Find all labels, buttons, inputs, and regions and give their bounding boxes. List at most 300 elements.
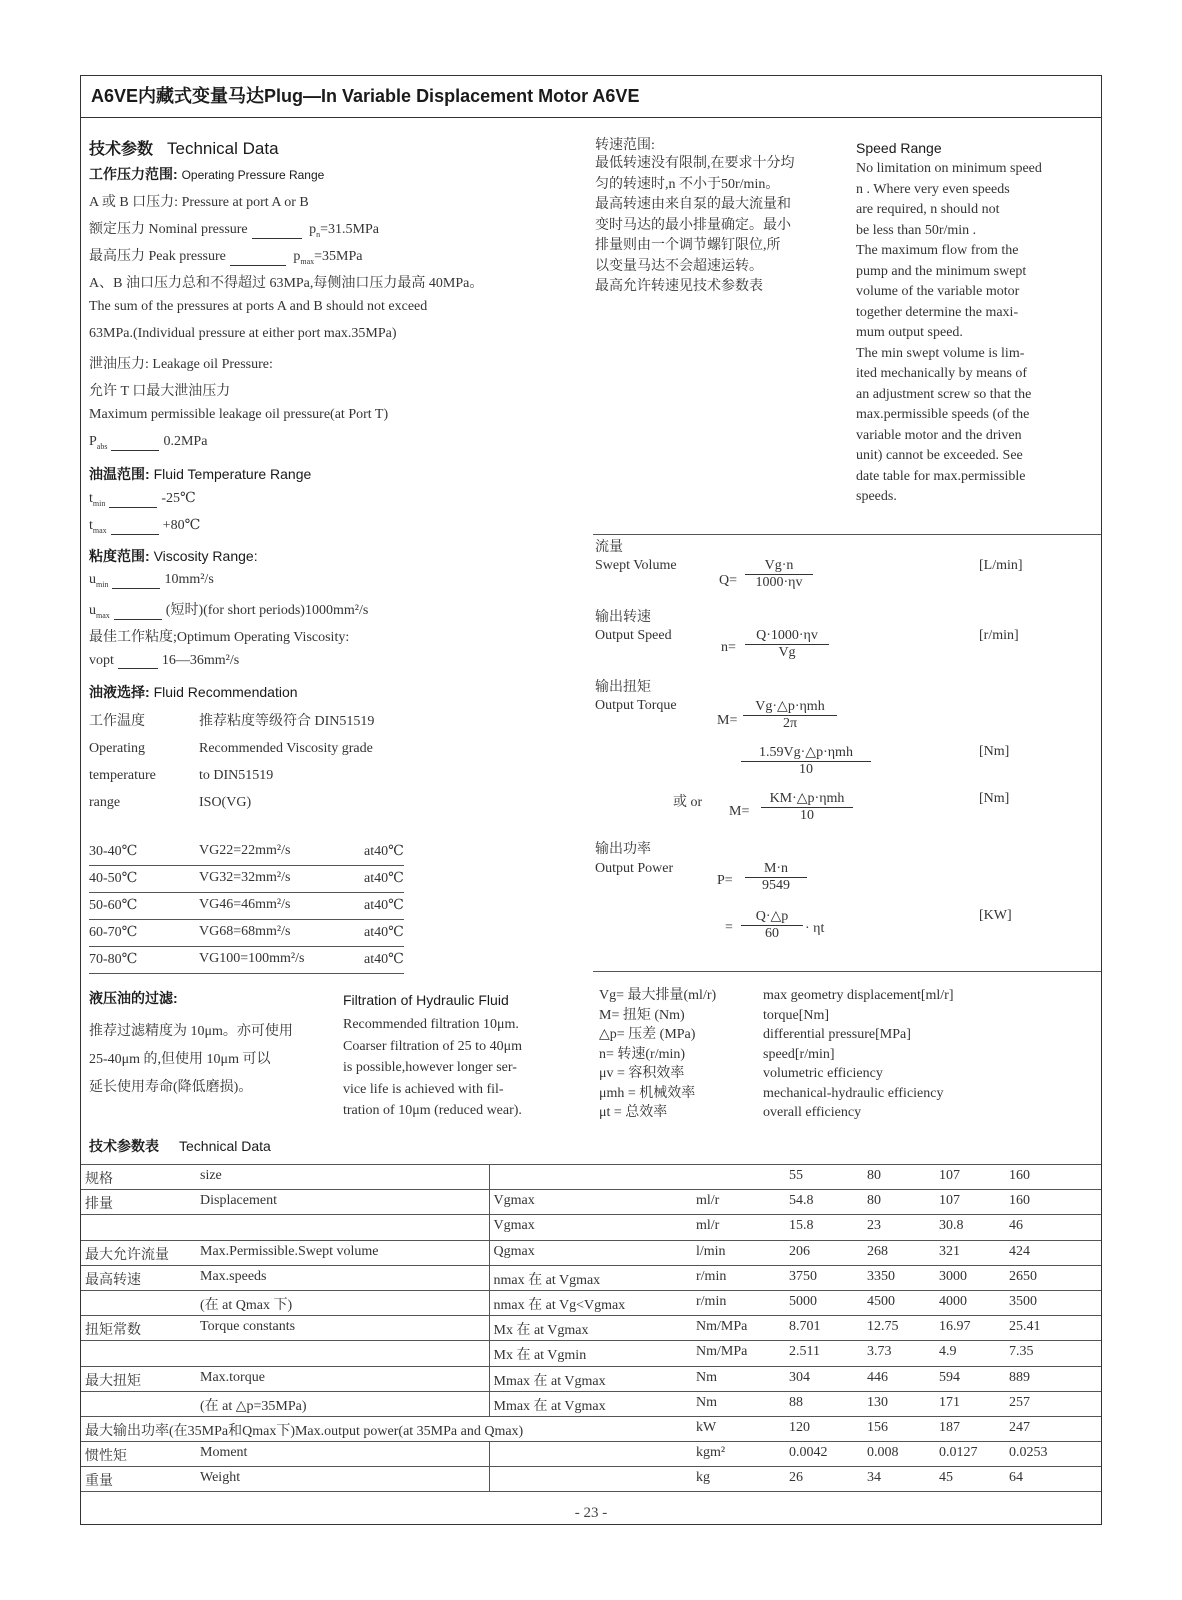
table-cell: Mmax 在 at Vgmax — [489, 1391, 692, 1416]
filtration-cn-line: 延长使用寿命(降低磨损)。 — [89, 1080, 253, 1095]
torque-denominator: 2π — [743, 715, 837, 732]
table-cell: 0.0253 — [1009, 1445, 1048, 1461]
table-cell: kW — [696, 1419, 717, 1435]
power-fraction — [745, 861, 807, 894]
table-cell: 64 — [1009, 1470, 1023, 1486]
table-cell: ml/r — [696, 1193, 720, 1209]
table-cell: 16.97 — [939, 1319, 971, 1335]
table-heading — [89, 1136, 271, 1156]
page-number: - 23 - — [574, 1505, 608, 1521]
temp-heading — [89, 464, 311, 484]
table-cell: 160 — [1009, 1193, 1030, 1209]
umax-val: (短时)(for short periods)1000mm²/s — [165, 603, 369, 618]
nominal-label: 额定压力 Nominal pressure — [89, 222, 248, 237]
leak-en: Maximum permissible leakage oil pressure(at Port T) — [89, 407, 389, 422]
umin-line — [89, 572, 214, 589]
vg-at: at40℃ — [364, 844, 404, 859]
page-frame — [80, 75, 1102, 1525]
flow-denominator: 1000·ηv — [745, 574, 813, 591]
torque2-numerator: 1.59Vg·△p·ηmh — [759, 745, 853, 760]
table-cell — [196, 1215, 489, 1240]
speed-cn-line: 变时马达的最小排量确定。最小 — [595, 217, 791, 233]
pabs-val: 0.2MPa — [163, 434, 208, 449]
speed-en-line: The min swept volume is lim- — [856, 345, 1025, 361]
table-cell: nmax 在 at Vgmax — [489, 1265, 692, 1290]
table-cell: 26 — [789, 1470, 803, 1486]
table-cell: 最大输出功率(在35MPa和Qmax下)Max.output power(at 35MPa and Qmax) — [85, 1423, 524, 1439]
op-range-cn: 工作压力范围: — [89, 166, 178, 182]
torque-lhs: M= — [717, 713, 738, 728]
table-cell: Torque constants — [200, 1319, 296, 1335]
table-cell: 3500 — [1009, 1293, 1037, 1309]
table-cell: 规格 — [85, 1172, 113, 1187]
tmax-line — [89, 517, 200, 535]
tmax-blank — [111, 534, 159, 535]
filtration-heading-cn: 液压油的过滤: — [89, 990, 178, 1006]
visc-heading-cn: 粘度范围: — [89, 548, 150, 564]
nominal-blank — [252, 238, 302, 239]
op-range-en: Operating Pressure Range — [181, 168, 325, 182]
filtration-en-line: Recommended filtration 10μm. — [343, 1017, 519, 1032]
table-cell: Mx 在 at Vgmax — [489, 1316, 692, 1341]
table-cell: Nm/MPa — [696, 1344, 748, 1360]
table-cell — [81, 1215, 196, 1240]
table-cell: Mx 在 at Vgmin — [489, 1341, 692, 1366]
speed-cn-line: 最低转速没有限制,在要求十分均 — [595, 156, 795, 171]
power2-fraction — [741, 908, 803, 942]
vopt-line — [89, 653, 239, 669]
temp-heading-en: Fluid Temperature Range — [153, 466, 312, 482]
vg-temp: 70-80℃ — [89, 952, 138, 967]
pabs-line — [89, 434, 207, 451]
fluid-col1-line: Operating — [89, 741, 145, 756]
table-cell: 4500 — [867, 1293, 895, 1309]
umax-line — [89, 599, 368, 620]
fluid-heading-cn: 油液选择: — [89, 684, 150, 700]
table-cell: Moment — [200, 1445, 248, 1461]
speed-text-en — [856, 159, 1042, 508]
table-row — [81, 1215, 1101, 1240]
vg-grade: VG68=68mm²/s — [199, 924, 291, 939]
table-cell: 23 — [867, 1218, 881, 1234]
table-cell: 2650 — [1009, 1268, 1037, 1284]
table-cell: (在 at Qmax 下) — [200, 1297, 293, 1313]
speed-lhs: n= — [721, 640, 736, 655]
table-cell: kgm² — [696, 1445, 726, 1461]
tech-heading-cn: 技术参数 — [89, 141, 154, 158]
speed-en-line: unit) cannot be exceeded. See — [856, 448, 1023, 463]
table-cell: 54.8 — [789, 1193, 814, 1209]
legend-desc: differential pressure[MPa] — [763, 1027, 911, 1042]
table-cell: 46 — [1009, 1218, 1023, 1234]
table-cell: 5000 — [789, 1293, 817, 1309]
fluid-heading-en: Fluid Recommendation — [153, 684, 298, 700]
tmax-sym: t — [89, 518, 93, 533]
legend-sym: M= 扭矩 (Nm) — [599, 1007, 685, 1023]
table-cell: size — [200, 1168, 222, 1183]
nominal-val: =31.5MPa — [320, 222, 379, 237]
torque2-unit: [Nm] — [979, 744, 1010, 759]
filtration-en-line: Coarser filtration of 25 to 40μm — [343, 1038, 522, 1054]
fluid-col2-line: to DIN51519 — [199, 768, 274, 783]
torque3-lhs: M= — [729, 804, 750, 819]
table-cell: (在 at △p=35MPa) — [200, 1398, 307, 1414]
speed-en-line: max.permissible speeds (of the — [856, 407, 1030, 422]
table-cell: nmax 在 at Vg<Vgmax — [489, 1290, 692, 1315]
flow-cn: 流量 — [595, 540, 623, 555]
table-cell: Mmax 在 at Vgmax — [489, 1366, 692, 1391]
tech-data-table — [81, 1164, 1101, 1492]
torque-cn: 输出扭矩 — [595, 680, 651, 695]
umin-sub: min — [96, 580, 109, 589]
leak-label: 泄油压力: Leakage oil Pressure: — [89, 357, 273, 372]
table-cell: r/min — [696, 1293, 727, 1309]
speed-cn-line: 排量则由一个调节螺钉限位,所 — [595, 238, 781, 253]
vg-grade: VG22=22mm²/s — [199, 843, 291, 858]
table-cell: l/min — [696, 1243, 726, 1259]
fluid-heading — [89, 682, 298, 702]
filtration-text-cn — [89, 1018, 293, 1102]
nominal-pressure — [89, 218, 379, 239]
speed-cn-line: 最高允许转速见技术参数表 — [595, 279, 763, 294]
table-cell: Max.speeds — [200, 1268, 267, 1284]
table-cell: 130 — [867, 1394, 888, 1410]
table-cell: Max.torque — [200, 1369, 265, 1385]
table-cell: 3750 — [789, 1268, 817, 1284]
speed-heading-en: Speed Range — [856, 140, 942, 156]
table-cell — [81, 1341, 196, 1366]
speed-en-line: mum output speed. — [856, 325, 963, 340]
table-cell: Qgmax — [489, 1240, 692, 1265]
table-cell: Nm — [696, 1394, 717, 1410]
speed-en-line: n . Where very even speeds — [856, 181, 1010, 197]
table-cell: Nm/MPa — [696, 1319, 748, 1335]
speed-cn-line: 以变量马达不会超速运转。 — [595, 258, 763, 274]
fluid-col2-line: ISO(VG) — [199, 795, 252, 810]
fluid-col1 — [89, 708, 156, 816]
flow-en: Swept Volume — [595, 558, 677, 573]
umin-sym: u — [89, 572, 96, 587]
leak-cn: 允许 T 口最大泄油压力 — [89, 384, 231, 399]
table-cell: 0.0042 — [789, 1445, 828, 1461]
table-cell: Displacement — [200, 1193, 277, 1209]
table-cell: 120 — [789, 1419, 810, 1435]
peak-blank — [230, 265, 286, 266]
table-cell: 446 — [867, 1369, 888, 1385]
divider — [593, 534, 1101, 535]
vg-temp: 40-50℃ — [89, 871, 138, 886]
power-unit: [KW] — [979, 908, 1012, 923]
power-denominator: 9549 — [745, 877, 807, 894]
table-cell: 排量 — [85, 1197, 113, 1213]
table-cell: 扭矩常数 — [85, 1323, 141, 1339]
table-cell: 424 — [1009, 1243, 1030, 1259]
speed-en-line: be less than 50r/min . — [856, 222, 977, 238]
port-ab-text: A 或 B 口压力: Pressure at port A or B — [89, 195, 309, 210]
fluid-col2-line: Recommended Viscosity grade — [199, 741, 373, 756]
torque3-denominator: 10 — [761, 807, 853, 824]
table-row — [81, 1391, 1101, 1416]
speed-en-line: are required, n should not — [856, 202, 1000, 217]
tmin-sym: t — [89, 491, 93, 506]
legend-sym: Vg= 最大排量(ml/r) — [599, 988, 717, 1003]
table-cell: 15.8 — [789, 1218, 814, 1234]
peak-label: 最高压力 Peak pressure — [89, 249, 226, 264]
legend-desc: max geometry displacement[ml/r] — [763, 988, 954, 1003]
umax-sym: u — [89, 603, 96, 618]
table-cell: 171 — [939, 1394, 960, 1410]
legend-sym: △p= 压差 (MPa) — [599, 1027, 696, 1042]
table-cell: 3350 — [867, 1268, 895, 1284]
pabs-sym: P — [89, 434, 97, 449]
speed-fraction — [745, 628, 829, 661]
table-cell: 88 — [789, 1394, 803, 1410]
table-row — [81, 1341, 1101, 1366]
table-cell — [81, 1290, 196, 1315]
vg-at: at40℃ — [364, 952, 404, 967]
filtration-heading-en: Filtration of Hydraulic Fluid — [343, 992, 509, 1008]
table-cell: 80 — [867, 1168, 881, 1183]
peak-val: =35MPa — [314, 249, 363, 264]
speed-numerator: Q·1000·ηv — [756, 628, 818, 643]
power2-lhs: = — [725, 920, 733, 935]
tmin-val: -25℃ — [161, 491, 196, 506]
table-cell: 最高转速 — [85, 1272, 141, 1288]
vg-grade: VG46=46mm²/s — [199, 897, 291, 912]
table-cell: 惯性矩 — [85, 1449, 127, 1465]
table-cell — [489, 1165, 692, 1190]
table-cell: 12.75 — [867, 1319, 899, 1335]
temp-heading-cn: 油温范围: — [89, 466, 150, 482]
table-heading-cn: 技术参数表 — [89, 1138, 159, 1154]
torque3-numerator: KM·△p·ηmh — [769, 791, 845, 806]
pabs-blank — [111, 450, 159, 451]
speed-heading-cn: 转速范围: — [595, 138, 655, 153]
speed-en-line: pump and the minimum swept — [856, 263, 1027, 279]
umin-val: 10mm²/s — [164, 572, 214, 587]
speed-denominator: Vg — [745, 644, 829, 661]
speed-en-line: No limitation on minimum speed — [856, 161, 1042, 176]
speed-en-line: The maximum flow from the — [856, 243, 1019, 258]
umax-blank — [114, 619, 162, 620]
table-cell: 4.9 — [939, 1344, 957, 1360]
vopt-sym: vopt — [89, 653, 114, 668]
table-row — [81, 1190, 1101, 1215]
filtration-en-line: is possible,however longer ser- — [343, 1060, 517, 1075]
table-cell — [489, 1467, 692, 1492]
table-cell: 45 — [939, 1470, 953, 1486]
legend-symbols — [599, 986, 716, 1123]
table-cell — [489, 1442, 692, 1467]
umax-sub: max — [96, 611, 110, 620]
filtration-cn-line: 25-40μm 的,但使用 10μm 可以 — [89, 1052, 271, 1067]
speed-en-line: speeds. — [856, 489, 897, 504]
speed-out-en: Output Speed — [595, 628, 672, 643]
filtration-en-line: tration of 10μm (reduced wear). — [343, 1103, 522, 1118]
vg-row — [89, 920, 404, 947]
power-en: Output Power — [595, 861, 674, 876]
table-cell: 889 — [1009, 1369, 1030, 1385]
vg-row — [89, 866, 404, 893]
table-cell: 8.701 — [789, 1319, 821, 1335]
vg-temp: 60-70℃ — [89, 925, 138, 940]
vopt-blank — [118, 668, 158, 669]
sum-en-1: The sum of the pressures at ports A and B should not exceed — [89, 299, 428, 314]
vg-at: at40℃ — [364, 925, 404, 940]
table-cell: r/min — [696, 1268, 727, 1284]
legend-desc: mechanical-hydraulic efficiency — [763, 1085, 944, 1101]
table-cell: 最大扭矩 — [85, 1373, 141, 1389]
table-cell: 0.0127 — [939, 1445, 978, 1461]
table-cell: Max.Permissible.Swept volume — [200, 1243, 379, 1259]
power2-denominator: 60 — [741, 925, 803, 942]
power2-numerator: Q·△p — [755, 909, 789, 924]
flow-fraction — [745, 558, 813, 591]
tmax-sub: max — [92, 526, 107, 535]
op-range-heading — [89, 164, 324, 184]
speed-out-cn: 输出转速 — [595, 610, 651, 625]
table-row — [81, 1442, 1101, 1467]
table-row — [81, 1290, 1101, 1315]
table-cell: Nm — [696, 1369, 717, 1385]
pabs-sub: abs — [96, 442, 108, 451]
flow-lhs: Q= — [719, 573, 738, 588]
speed-text-cn — [595, 154, 795, 298]
or-label: 或 or — [673, 795, 703, 810]
sum-cn: A、B 油口压力总和不得超过 63MPa,每侧油口压力最高 40MPa。 — [89, 276, 484, 291]
table-cell: 7.35 — [1009, 1344, 1034, 1360]
torque2-denominator: 10 — [741, 761, 871, 778]
nominal-sym: p — [309, 222, 317, 237]
page-title: A6VE内藏式变量马达Plug—In Variable Displacement Motor A6VE — [81, 76, 1101, 118]
tech-heading-en: Technical Data — [167, 139, 279, 158]
vg-grade: VG32=32mm²/s — [199, 870, 291, 885]
table-cell: Weight — [200, 1470, 241, 1486]
table-cell: 187 — [939, 1419, 960, 1435]
peak-sym: p — [293, 249, 301, 264]
fluid-col1-line: range — [89, 795, 121, 810]
torque3-unit: [Nm] — [979, 791, 1010, 806]
peak-sub: max — [300, 257, 315, 266]
table-row — [81, 1165, 1101, 1190]
table-cell: 156 — [867, 1419, 888, 1435]
power2-tail: · ηt — [805, 921, 825, 936]
vg-at: at40℃ — [364, 898, 404, 913]
tech-table-body — [81, 1165, 1101, 1492]
visc-heading — [89, 546, 258, 566]
legend-sym: μmh = 机械效率 — [599, 1085, 696, 1101]
speed-cn-line: 匀的转速时,n 不小于50r/min。 — [595, 176, 780, 192]
table-row — [81, 1366, 1101, 1391]
table-cell: 160 — [1009, 1168, 1030, 1183]
speed-en-line: variable motor and the driven — [856, 427, 1022, 443]
fluid-col1-line: temperature — [89, 768, 156, 783]
power-numerator: M·n — [763, 861, 789, 876]
table-cell — [81, 1391, 196, 1416]
table-cell: Vgmax — [489, 1215, 692, 1240]
torque3-fraction — [761, 790, 853, 824]
table-cell: 2.511 — [789, 1344, 820, 1360]
table-row — [81, 1416, 1101, 1441]
vg-temp: 30-40℃ — [89, 844, 138, 859]
table-row — [81, 1316, 1101, 1341]
legend-desc: torque[Nm] — [763, 1007, 830, 1023]
table-heading-en: Technical Data — [179, 1138, 271, 1154]
table-cell: 3.73 — [867, 1344, 892, 1360]
legend-sym: μv = 容积效率 — [599, 1066, 685, 1081]
tmin-blank — [109, 507, 157, 508]
table-cell: 80 — [867, 1193, 881, 1209]
speed-cn-line: 最高转速由来自泵的最大流量和 — [595, 197, 791, 212]
speed-en-line: ited mechanically by means of — [856, 366, 1028, 381]
legend-sym: n= 转速(r/min) — [599, 1046, 686, 1062]
table-cell — [692, 1165, 785, 1190]
table-cell: 0.008 — [867, 1445, 899, 1461]
filtration-text-en — [343, 1014, 522, 1122]
flow-numerator: Vg·n — [764, 558, 794, 573]
tmin-sub: min — [92, 499, 106, 508]
nominal-sub: n — [316, 230, 321, 239]
table-cell: 321 — [939, 1243, 960, 1259]
table-cell: 206 — [789, 1243, 810, 1259]
speed-en-line: an adjustment screw so that the — [856, 386, 1032, 402]
power-lhs: P= — [717, 873, 733, 888]
table-row — [81, 1240, 1101, 1265]
table-cell: 30.8 — [939, 1218, 964, 1234]
filtration-en-line: vice life is achieved with fil- — [343, 1081, 504, 1097]
vg-at: at40℃ — [364, 871, 404, 886]
table-cell: 107 — [939, 1193, 960, 1209]
table-cell: 594 — [939, 1369, 960, 1385]
peak-pressure — [89, 245, 363, 266]
filtration-cn-line: 推荐过滤精度为 10μm。亦可使用 — [89, 1024, 293, 1039]
speed-en-line: date table for max.permissible — [856, 468, 1026, 484]
vg-grade: VG100=100mm²/s — [199, 951, 305, 966]
flow-unit: [L/min] — [979, 558, 1023, 573]
vg-row — [89, 893, 404, 920]
tmin-line — [89, 490, 196, 508]
tech-heading — [89, 136, 279, 159]
table-cell: Vgmax — [489, 1190, 692, 1215]
table-cell: 3000 — [939, 1268, 967, 1284]
fluid-col1-line: 工作温度 — [89, 714, 145, 729]
speed-unit: [r/min] — [979, 628, 1019, 643]
speed-en-line: together determine the maxi- — [856, 304, 1019, 320]
legend-descriptions — [763, 986, 954, 1123]
torque-fraction — [743, 698, 837, 732]
vg-row — [89, 947, 404, 974]
umin-blank — [112, 588, 160, 589]
legend-sym: μt = 总效率 — [599, 1105, 668, 1120]
tmax-val: +80℃ — [162, 518, 201, 533]
fluid-col2 — [199, 708, 374, 816]
torque-en: Output Torque — [595, 698, 677, 713]
table-row — [81, 1265, 1101, 1290]
vopt-val: 16—36mm²/s — [161, 653, 240, 668]
table-cell: kg — [696, 1470, 710, 1486]
torque2-fraction — [741, 744, 871, 778]
opt-visc-label: 最佳工作粘度;Optimum Operating Viscosity: — [89, 630, 350, 645]
table-cell: 最大允许流量 — [85, 1247, 169, 1263]
table-cell: ml/r — [696, 1218, 720, 1234]
power-cn: 输出功率 — [595, 842, 651, 857]
legend-desc: overall efficiency — [763, 1105, 862, 1120]
table-cell: 247 — [1009, 1419, 1030, 1435]
vg-temp: 50-60℃ — [89, 898, 138, 913]
table-cell: 34 — [867, 1470, 881, 1486]
table-cell: 268 — [867, 1243, 888, 1259]
divider — [593, 971, 1101, 972]
